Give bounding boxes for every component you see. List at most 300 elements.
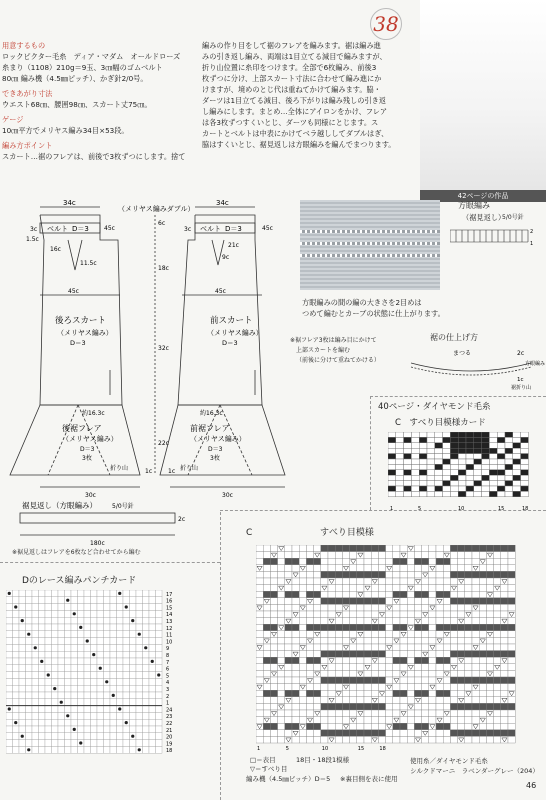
chart-cell <box>407 677 414 684</box>
punch-cell <box>19 726 26 733</box>
punch-cell <box>123 631 130 638</box>
punch-cell <box>91 610 98 617</box>
gauge-text: 10㎝平方でメリヤス編み34目×53段。 <box>2 126 129 135</box>
chart-cell <box>501 703 508 710</box>
punch-cell <box>13 665 20 672</box>
chart-cell <box>479 736 486 743</box>
chart-cell <box>263 591 270 598</box>
punch-cell <box>136 699 143 706</box>
chart-cell <box>465 598 472 605</box>
chart-cell <box>429 677 436 684</box>
chart-cell <box>443 585 450 592</box>
chart-cell <box>306 736 313 743</box>
punch-cell <box>110 706 117 713</box>
punch-cell <box>78 685 85 692</box>
chart-cell <box>472 736 479 743</box>
chart-cell <box>436 578 443 585</box>
card-cell <box>388 464 396 469</box>
chart-cell <box>422 664 429 671</box>
card-cell <box>474 486 482 491</box>
punch-cell <box>6 631 13 638</box>
chart-cell <box>465 578 472 585</box>
chart-cell <box>472 545 479 552</box>
chart-cell <box>378 545 385 552</box>
chart-cell <box>285 637 292 644</box>
chart-cell <box>407 717 414 724</box>
punch-cell <box>97 631 104 638</box>
punch-cell <box>110 719 117 726</box>
chart-cell <box>450 723 457 730</box>
punch-cell <box>91 658 98 665</box>
finish-diagram <box>405 343 545 391</box>
chart-cell <box>400 558 407 565</box>
punch-cell <box>32 638 39 645</box>
back-s1: 3c <box>30 226 38 233</box>
chart-cell <box>306 591 313 598</box>
chart-cell <box>443 664 450 671</box>
chart-cell <box>278 552 285 559</box>
chart-cell <box>263 611 270 618</box>
card-cell <box>427 491 435 496</box>
punch-cell <box>78 658 85 665</box>
chart-cell <box>263 545 270 552</box>
card-d-row-number: 15 <box>166 605 173 612</box>
punch-hole <box>8 592 11 595</box>
chart-cell <box>350 703 357 710</box>
chart-cell <box>400 717 407 724</box>
chart-cell <box>508 571 515 578</box>
chart-cell <box>508 717 515 724</box>
punch-cell <box>143 665 150 672</box>
punch-cell <box>130 604 137 611</box>
punch-hole <box>131 735 134 738</box>
chart-cell <box>465 631 472 638</box>
punch-cell <box>39 733 46 740</box>
chart-cell <box>328 703 335 710</box>
chart-cell <box>321 545 328 552</box>
punch-cell <box>65 638 72 645</box>
card-c-section: 40ページ・ダイヤモンド毛糸 <box>378 402 491 412</box>
punch-cell <box>84 631 91 638</box>
punch-cell <box>123 746 130 753</box>
punch-cell <box>65 631 72 638</box>
punch-cell <box>130 685 137 692</box>
chart-cell <box>429 545 436 552</box>
chart-cell <box>350 736 357 743</box>
chart-cell <box>270 604 277 611</box>
chart-cell <box>371 664 378 671</box>
chart-cell <box>314 690 321 697</box>
chart-cell <box>479 644 486 651</box>
punch-cell <box>26 610 33 617</box>
card-cell <box>419 443 427 448</box>
chart-cell <box>314 558 321 565</box>
punch-cell <box>78 712 85 719</box>
instructions-line: けますが、境めのとじ代は重ねてかけて編みます。脇・ <box>202 85 381 94</box>
chart-cell <box>342 545 349 552</box>
card-d-row-number: 19 <box>166 741 173 748</box>
chart-cell <box>285 670 292 677</box>
chart-cell <box>306 710 313 717</box>
chart-cell <box>292 585 299 592</box>
chart-cell <box>378 585 385 592</box>
punch-cell <box>71 746 78 753</box>
chart-cell <box>436 730 443 737</box>
punch-cell <box>78 610 85 617</box>
chart-cell <box>414 631 421 638</box>
mesh-chart <box>450 226 540 256</box>
punch-cell <box>32 692 39 699</box>
punch-hole <box>125 721 128 724</box>
card-c-grid <box>388 432 538 512</box>
punch-hole <box>21 619 24 622</box>
chart-cell <box>429 651 436 658</box>
card-cell <box>489 486 497 491</box>
punch-cell <box>52 699 59 706</box>
chart-cell <box>422 690 429 697</box>
chart-cell <box>357 677 364 684</box>
punch-cell <box>84 719 91 726</box>
punch-cell <box>104 726 111 733</box>
punch-cell <box>32 658 39 665</box>
card-cell <box>396 464 404 469</box>
card-d-row-number: 9 <box>166 646 170 653</box>
chart-cell <box>328 604 335 611</box>
finish-1c: 1c <box>517 377 524 383</box>
chart-cell <box>292 631 299 638</box>
punch-cell <box>78 746 85 753</box>
chart-cell <box>270 697 277 704</box>
chart-cell <box>422 710 429 717</box>
chart-cell <box>278 604 285 611</box>
punch-cell <box>149 706 156 713</box>
card-cell <box>404 459 412 464</box>
chart-cell <box>407 644 414 651</box>
instructions-line: は各3枚ずつすくいとじ、ダーツも同様にとじます。ス <box>202 118 379 127</box>
card-cell <box>482 481 490 486</box>
card-cell <box>396 475 404 480</box>
card-cell <box>388 443 396 448</box>
card-cell <box>474 459 482 464</box>
punch-cell <box>84 672 91 679</box>
punch-cell <box>156 658 163 665</box>
punch-cell <box>104 733 111 740</box>
chart-cell <box>414 558 421 565</box>
front-dart <box>212 240 224 265</box>
card-cell <box>474 437 482 442</box>
punch-cell <box>65 610 72 617</box>
chart-cell <box>256 631 263 638</box>
chart-cell <box>429 717 436 724</box>
chart-cell <box>501 651 508 658</box>
card-cell <box>482 459 490 464</box>
chart-cell <box>465 677 472 684</box>
punch-cell <box>71 719 78 726</box>
chart-cell <box>364 545 371 552</box>
punch-cell <box>130 719 137 726</box>
card-d-row-number: 12 <box>166 625 173 632</box>
chart-cell <box>278 558 285 565</box>
chart-cell <box>508 624 515 631</box>
card-cell <box>388 459 396 464</box>
card-cell <box>419 470 427 475</box>
chart-cell <box>263 697 270 704</box>
punch-cell <box>26 604 33 611</box>
instructions-line: し編みにします。まとめ…全体にアイロンをかけ、フレア <box>202 107 388 116</box>
card-cell <box>513 437 521 442</box>
punch-cell <box>117 685 124 692</box>
chart-cell <box>450 651 457 658</box>
punch-cell <box>71 672 78 679</box>
chart-cell <box>335 717 342 724</box>
punch-cell <box>13 644 20 651</box>
punch-cell <box>104 719 111 726</box>
punch-cell <box>58 706 65 713</box>
punch-cell <box>52 746 59 753</box>
chart-cell <box>414 684 421 691</box>
chart-cell <box>450 717 457 724</box>
chart-cell <box>321 644 328 651</box>
punch-cell <box>136 590 143 597</box>
chart-cell <box>407 710 414 717</box>
punch-cell <box>19 651 26 658</box>
punch-cell <box>78 719 85 726</box>
punch-cell <box>78 638 85 645</box>
punch-cell <box>97 733 104 740</box>
punch-hole <box>144 646 147 649</box>
chart-cell <box>465 565 472 572</box>
chart-cell <box>386 717 393 724</box>
back-w-top: 34c <box>63 199 76 207</box>
sizes-heading: できあがり寸法 <box>2 89 53 98</box>
chart-cell <box>393 604 400 611</box>
punch-cell <box>45 590 52 597</box>
chart-cell <box>314 730 321 737</box>
chart-cell <box>270 545 277 552</box>
chart-cell <box>306 651 313 658</box>
chart-cell <box>386 670 393 677</box>
chart-cell <box>357 657 364 664</box>
chart-cell <box>292 618 299 625</box>
chart-cell <box>486 677 493 684</box>
card-cell <box>482 470 490 475</box>
punch-cell <box>156 604 163 611</box>
punch-hole <box>14 721 17 724</box>
card-cell <box>458 470 466 475</box>
chart-cell <box>443 591 450 598</box>
chart-cell <box>501 598 508 605</box>
punch-cell <box>52 644 59 651</box>
chart-cell <box>285 651 292 658</box>
punch-cell <box>6 658 13 665</box>
chart-cell <box>378 552 385 559</box>
chart-cell <box>465 571 472 578</box>
chart-cell <box>306 644 313 651</box>
instructions-line: 枚ずつに分け、上部スカート寸法に合わせて編み進にか <box>202 74 382 83</box>
punch-cell <box>149 617 156 624</box>
chart-cell <box>256 598 263 605</box>
chart-cell <box>486 565 493 572</box>
punch-cell <box>13 726 20 733</box>
chart-cell <box>407 558 414 565</box>
punch-cell <box>143 706 150 713</box>
punch-cell <box>65 644 72 651</box>
yarn-line-2: シルクドマーニ ラベンダーグレー（204） <box>410 767 539 775</box>
chart-cell <box>342 657 349 664</box>
chart-cell <box>292 591 299 598</box>
punch-cell <box>65 678 72 685</box>
front-skirt-outline <box>178 215 262 405</box>
chart-cell <box>342 736 349 743</box>
punch-cell <box>156 590 163 597</box>
chart-cell <box>429 710 436 717</box>
chart-cell <box>472 651 479 658</box>
chart-cell <box>443 657 450 664</box>
chart-cell <box>436 552 443 559</box>
punch-cell <box>26 740 33 747</box>
punch-cell <box>136 712 143 719</box>
chart-cell <box>306 624 313 631</box>
punch-cell <box>65 719 72 726</box>
points-heading: 編み方ポイント <box>2 141 53 150</box>
chart-cell <box>371 677 378 684</box>
chart-cell <box>263 670 270 677</box>
chart-cell <box>465 670 472 677</box>
chart-cell <box>299 598 306 605</box>
chart-cell <box>314 664 321 671</box>
instructions <box>202 40 396 150</box>
chart-cell <box>450 730 457 737</box>
chart-cell <box>407 637 414 644</box>
punch-cell <box>97 672 104 679</box>
chart-cell <box>256 611 263 618</box>
chart-cell <box>443 684 450 691</box>
chart-cell <box>422 585 429 592</box>
chart-cell <box>472 618 479 625</box>
punch-cell <box>58 692 65 699</box>
chart-cell <box>378 730 385 737</box>
chart-cell <box>306 730 313 737</box>
chart-cell <box>450 644 457 651</box>
punch-cell <box>97 706 104 713</box>
punch-cell <box>65 746 72 753</box>
chart-cell <box>400 736 407 743</box>
chart-cell <box>472 637 479 644</box>
chart-cell <box>278 684 285 691</box>
chart-cell <box>270 677 277 684</box>
chart-cell <box>472 571 479 578</box>
chart-cell <box>443 578 450 585</box>
punch-cell <box>26 617 33 624</box>
punch-cell <box>6 610 13 617</box>
chart-cell <box>321 730 328 737</box>
card-cell <box>450 459 458 464</box>
punch-cell <box>26 644 33 651</box>
chart-cell <box>285 545 292 552</box>
punch-cell <box>136 624 143 631</box>
punch-cell <box>71 658 78 665</box>
punch-cell <box>136 672 143 679</box>
chart-cell <box>450 631 457 638</box>
chart-cell <box>292 677 299 684</box>
chart-cell <box>357 611 364 618</box>
chart-cell <box>314 578 321 585</box>
chart-cell <box>378 657 385 664</box>
chart-cell <box>458 585 465 592</box>
chart-cell <box>314 618 321 625</box>
punch-cell <box>26 651 33 658</box>
chart-cell <box>314 644 321 651</box>
chart-cell <box>270 598 277 605</box>
punch-hole <box>105 680 108 683</box>
card-cell <box>388 432 396 437</box>
chart-cell <box>270 591 277 598</box>
chart-cell <box>436 571 443 578</box>
punch-cell <box>65 733 72 740</box>
chart-cell <box>393 591 400 598</box>
chart-cell <box>371 710 378 717</box>
punch-cell <box>149 624 156 631</box>
chart-cell <box>314 571 321 578</box>
chart-cell <box>414 585 421 592</box>
punch-cell <box>117 610 124 617</box>
punch-cell <box>45 678 52 685</box>
punch-cell <box>45 597 52 604</box>
punch-cell <box>71 740 78 747</box>
chart-cell <box>414 565 421 572</box>
punch-cell <box>110 699 117 706</box>
punch-cell <box>110 610 117 617</box>
punch-cell <box>123 692 130 699</box>
card-cell <box>435 486 443 491</box>
punch-cell <box>6 624 13 631</box>
chart-cell <box>494 657 501 664</box>
chart-cell <box>328 558 335 565</box>
chart-cell <box>314 657 321 664</box>
chart-cell <box>357 730 364 737</box>
chart-cell <box>328 717 335 724</box>
chart-cell <box>321 624 328 631</box>
card-cell <box>489 481 497 486</box>
punch-cell <box>117 733 124 740</box>
card-cell <box>521 475 529 480</box>
chart-cell <box>422 677 429 684</box>
punch-cell <box>19 597 26 604</box>
chart-cell <box>486 736 493 743</box>
chart-cell <box>314 697 321 704</box>
materials-line-3: 80㎝ 編み機（4.5㎜ピッチ）、かぎ針2/0号。 <box>2 74 148 83</box>
chart-cell <box>386 624 393 631</box>
chart-cell <box>328 637 335 644</box>
band-label: （メリヤス編みダブル） <box>118 205 195 213</box>
chart-cell <box>465 736 472 743</box>
chart-cell <box>465 545 472 552</box>
punch-cell <box>45 726 52 733</box>
chart-cell <box>429 618 436 625</box>
chart-cell <box>465 717 472 724</box>
chart-cell <box>465 651 472 658</box>
chart-cell <box>314 598 321 605</box>
card-d-row-number: 5 <box>166 673 170 680</box>
punch-cell <box>6 692 13 699</box>
punch-hole <box>53 687 56 690</box>
chart-cell <box>256 637 263 644</box>
card-cell <box>435 481 443 486</box>
card-cell <box>497 464 505 469</box>
punch-cell <box>39 712 46 719</box>
card-cell <box>466 454 474 459</box>
punch-cell <box>130 712 137 719</box>
